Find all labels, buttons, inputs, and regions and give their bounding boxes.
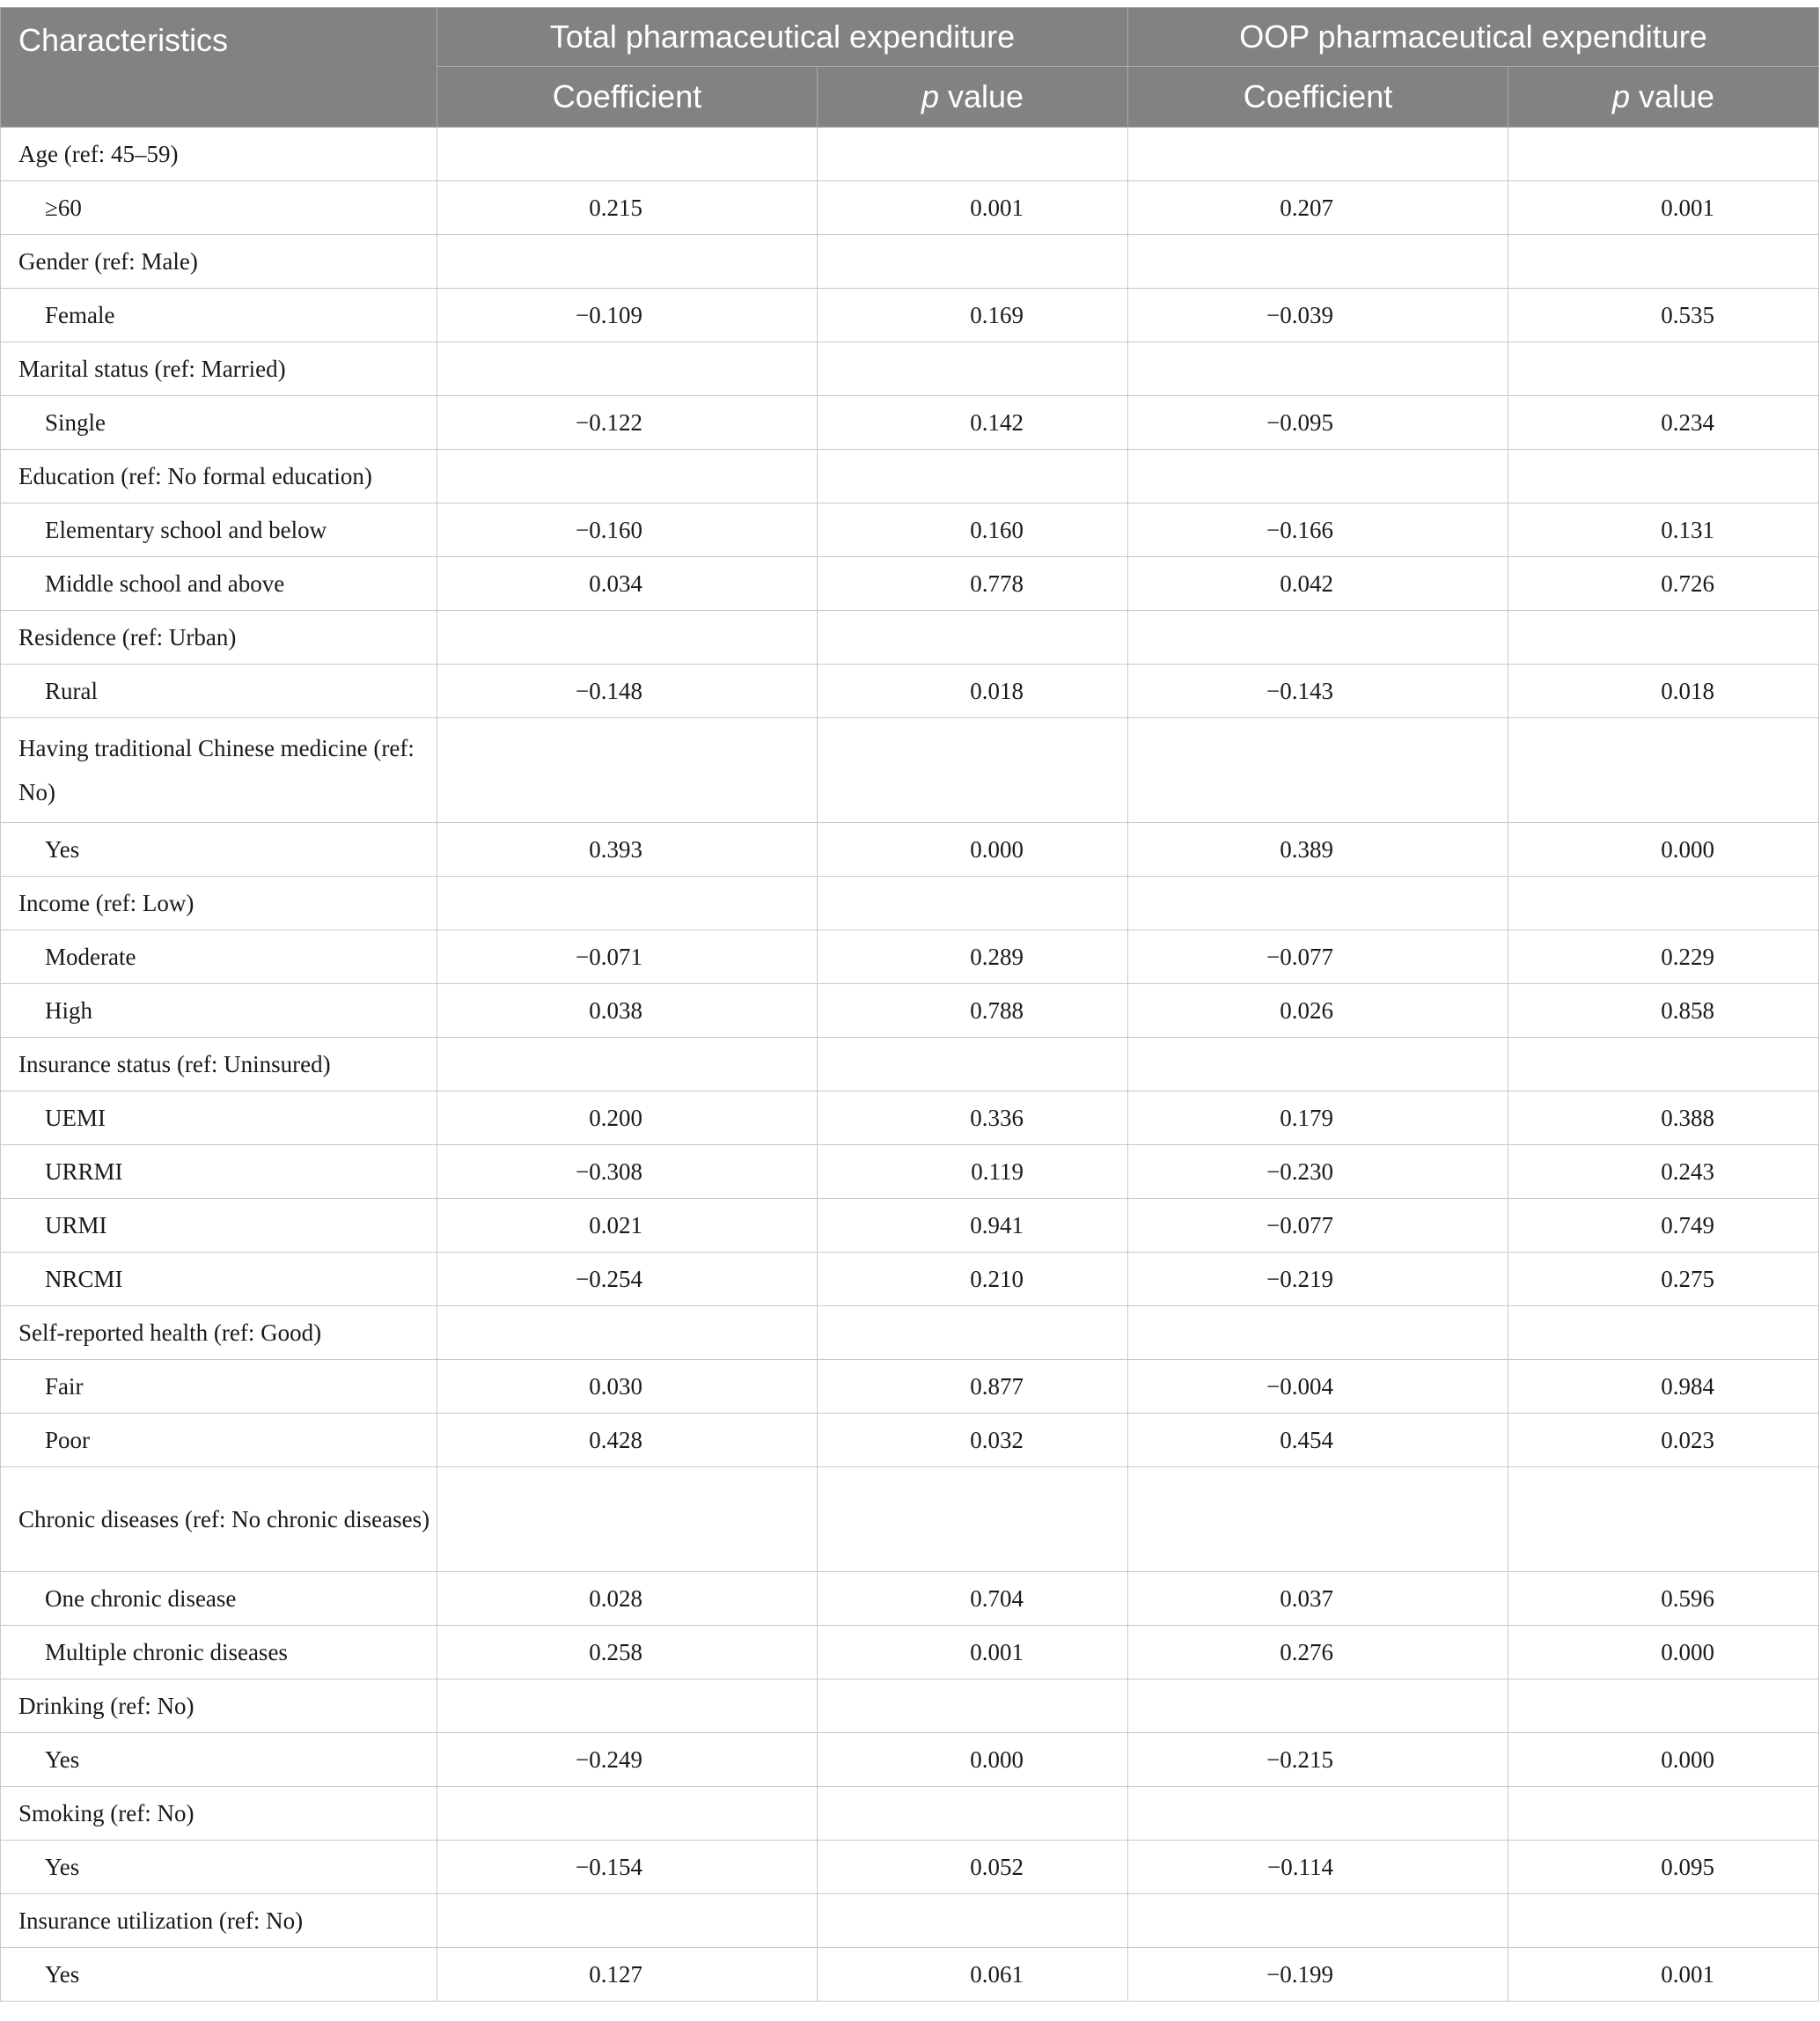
table-row [1, 181, 1819, 235]
table-row [1, 930, 1819, 984]
total-p-value-cell: 0.169 [818, 289, 1128, 342]
oop-coefficient-cell: −0.077 [1128, 1199, 1508, 1253]
row-sublabel: High [1, 984, 437, 1038]
total-p-value-cell [818, 611, 1128, 665]
total-p-value-cell [818, 718, 1128, 823]
oop-p-value-cell: 0.984 [1508, 1360, 1819, 1414]
row-sublabel: Elementary school and below [1, 503, 437, 557]
total-coefficient-cell [437, 1679, 818, 1733]
oop-coefficient-cell: −0.215 [1128, 1733, 1508, 1787]
table-group-row [1, 450, 1819, 503]
table-row [1, 665, 1819, 718]
header-oop-expenditure: OOP pharmaceutical expenditure [1128, 8, 1819, 67]
total-p-value-cell: 0.142 [818, 396, 1128, 450]
total-coefficient-cell: 0.258 [437, 1626, 818, 1679]
row-group-label: Gender (ref: Male) [1, 235, 437, 289]
total-coefficient-cell: 0.200 [437, 1091, 818, 1145]
oop-p-value-cell: 0.749 [1508, 1199, 1819, 1253]
table-group-row [1, 718, 1819, 823]
total-p-value-cell: 0.778 [818, 557, 1128, 611]
row-group-label: Education (ref: No formal education) [1, 450, 437, 503]
oop-coefficient-cell: −0.230 [1128, 1145, 1508, 1199]
total-coefficient-cell: −0.254 [437, 1253, 818, 1306]
total-coefficient-cell: −0.154 [437, 1841, 818, 1894]
total-coefficient-cell: 0.038 [437, 984, 818, 1038]
total-coefficient-cell [437, 718, 818, 823]
p-symbol: p [1611, 78, 1630, 114]
oop-p-value-cell: 0.229 [1508, 930, 1819, 984]
table-row [1, 1841, 1819, 1894]
total-p-value-cell: 0.160 [818, 503, 1128, 557]
oop-p-value-cell: 0.000 [1508, 1626, 1819, 1679]
total-coefficient-cell: −0.071 [437, 930, 818, 984]
total-coefficient-cell: 0.428 [437, 1414, 818, 1467]
oop-p-value-cell: 0.000 [1508, 823, 1819, 877]
oop-coefficient-cell [1128, 128, 1508, 181]
header-characteristics: Characteristics [1, 8, 437, 128]
total-coefficient-cell [437, 450, 818, 503]
oop-p-value-cell [1508, 718, 1819, 823]
total-p-value-cell [818, 1038, 1128, 1091]
row-sublabel: UEMI [1, 1091, 437, 1145]
table-row [1, 396, 1819, 450]
oop-coefficient-cell: −0.077 [1128, 930, 1508, 984]
oop-p-value-cell [1508, 450, 1819, 503]
oop-coefficient-cell: 0.207 [1128, 181, 1508, 235]
total-coefficient-cell [437, 1787, 818, 1841]
oop-p-value-cell [1508, 1679, 1819, 1733]
oop-p-value-cell [1508, 1467, 1819, 1572]
table-group-row [1, 235, 1819, 289]
oop-p-value-cell: 0.095 [1508, 1841, 1819, 1894]
oop-coefficient-cell: −0.114 [1128, 1841, 1508, 1894]
oop-p-value-cell [1508, 611, 1819, 665]
oop-p-value-cell [1508, 1894, 1819, 1948]
total-coefficient-cell: −0.160 [437, 503, 818, 557]
table-row [1, 1253, 1819, 1306]
total-coefficient-cell [437, 235, 818, 289]
total-coefficient-cell [437, 1467, 818, 1572]
p-symbol: p [921, 78, 939, 114]
row-sublabel: Multiple chronic diseases [1, 1626, 437, 1679]
oop-coefficient-cell: −0.219 [1128, 1253, 1508, 1306]
oop-coefficient-cell: 0.179 [1128, 1091, 1508, 1145]
oop-p-value-cell: 0.596 [1508, 1572, 1819, 1626]
total-coefficient-cell [437, 1306, 818, 1360]
row-group-label: Marital status (ref: Married) [1, 342, 437, 396]
table-row [1, 1572, 1819, 1626]
row-sublabel: Yes [1, 1948, 437, 2002]
total-coefficient-cell [437, 128, 818, 181]
table-row [1, 1626, 1819, 1679]
row-sublabel: Yes [1, 823, 437, 877]
table-group-row [1, 128, 1819, 181]
total-coefficient-cell [437, 877, 818, 930]
total-p-value-cell: 0.210 [818, 1253, 1128, 1306]
table-row [1, 823, 1819, 877]
oop-p-value-cell: 0.535 [1508, 289, 1819, 342]
oop-p-value-cell: 0.234 [1508, 396, 1819, 450]
oop-coefficient-cell: 0.037 [1128, 1572, 1508, 1626]
header-oop-p-value [1508, 67, 1819, 128]
oop-coefficient-cell [1128, 877, 1508, 930]
value-word: value [1629, 78, 1715, 114]
row-sublabel: Female [1, 289, 437, 342]
row-sublabel: Fair [1, 1360, 437, 1414]
row-sublabel: URMI [1, 1199, 437, 1253]
total-coefficient-cell [437, 1038, 818, 1091]
oop-p-value-cell [1508, 877, 1819, 930]
total-coefficient-cell: 0.030 [437, 1360, 818, 1414]
value-word: value [938, 78, 1024, 114]
row-sublabel: NRCMI [1, 1253, 437, 1306]
table-group-row [1, 611, 1819, 665]
row-group-label: Insurance status (ref: Uninsured) [1, 1038, 437, 1091]
total-p-value-cell [818, 1894, 1128, 1948]
oop-coefficient-cell [1128, 342, 1508, 396]
oop-p-value-cell: 0.243 [1508, 1145, 1819, 1199]
row-group-label: Drinking (ref: No) [1, 1679, 437, 1733]
table-group-row [1, 1787, 1819, 1841]
table-group-row [1, 1306, 1819, 1360]
total-p-value-cell [818, 1467, 1128, 1572]
total-p-value-cell: 0.001 [818, 181, 1128, 235]
row-sublabel: URRMI [1, 1145, 437, 1199]
oop-coefficient-cell [1128, 1306, 1508, 1360]
oop-p-value-cell [1508, 1787, 1819, 1841]
oop-p-value-cell: 0.275 [1508, 1253, 1819, 1306]
row-group-label: Smoking (ref: No) [1, 1787, 437, 1841]
total-p-value-cell: 0.788 [818, 984, 1128, 1038]
row-sublabel: ≥60 [1, 181, 437, 235]
total-coefficient-cell [437, 342, 818, 396]
oop-coefficient-cell [1128, 718, 1508, 823]
total-p-value-cell: 0.877 [818, 1360, 1128, 1414]
table-row [1, 1360, 1819, 1414]
table-group-row [1, 1894, 1819, 1948]
total-p-value-cell: 0.000 [818, 823, 1128, 877]
header-total-expenditure: Total pharmaceutical expenditure [437, 8, 1128, 67]
oop-coefficient-cell: 0.276 [1128, 1626, 1508, 1679]
table-row [1, 984, 1819, 1038]
oop-coefficient-cell: −0.039 [1128, 289, 1508, 342]
oop-coefficient-cell: 0.454 [1128, 1414, 1508, 1467]
total-coefficient-cell: −0.249 [437, 1733, 818, 1787]
total-coefficient-cell: −0.122 [437, 396, 818, 450]
table-row [1, 1948, 1819, 2002]
total-p-value-cell: 0.032 [818, 1414, 1128, 1467]
table-header [1, 8, 1819, 128]
oop-p-value-cell [1508, 128, 1819, 181]
total-coefficient-cell: 0.215 [437, 181, 818, 235]
total-coefficient-cell: 0.034 [437, 557, 818, 611]
oop-coefficient-cell: 0.042 [1128, 557, 1508, 611]
oop-coefficient-cell: 0.389 [1128, 823, 1508, 877]
total-coefficient-cell: −0.308 [437, 1145, 818, 1199]
row-sublabel: Yes [1, 1733, 437, 1787]
table-group-row [1, 1467, 1819, 1572]
table-group-row [1, 1038, 1819, 1091]
oop-p-value-cell: 0.001 [1508, 1948, 1819, 2002]
oop-p-value-cell [1508, 1038, 1819, 1091]
oop-coefficient-cell: −0.199 [1128, 1948, 1508, 2002]
total-coefficient-cell: 0.127 [437, 1948, 818, 2002]
oop-coefficient-cell [1128, 1894, 1508, 1948]
row-group-label: Self-reported health (ref: Good) [1, 1306, 437, 1360]
oop-coefficient-cell [1128, 1038, 1508, 1091]
row-group-label: Having traditional Chinese medicine (ref: No) [1, 718, 437, 823]
table-group-row [1, 877, 1819, 930]
total-coefficient-cell [437, 1894, 818, 1948]
table-row [1, 1733, 1819, 1787]
total-p-value-cell: 0.336 [818, 1091, 1128, 1145]
total-coefficient-cell: −0.148 [437, 665, 818, 718]
oop-coefficient-cell [1128, 235, 1508, 289]
oop-p-value-cell: 0.858 [1508, 984, 1819, 1038]
total-p-value-cell: 0.001 [818, 1626, 1128, 1679]
oop-p-value-cell: 0.131 [1508, 503, 1819, 557]
total-p-value-cell [818, 1787, 1128, 1841]
row-group-label: Income (ref: Low) [1, 877, 437, 930]
table-body [1, 128, 1819, 2002]
row-group-label: Insurance utilization (ref: No) [1, 1894, 437, 1948]
table-row [1, 503, 1819, 557]
total-p-value-cell [818, 450, 1128, 503]
row-group-label: Age (ref: 45–59) [1, 128, 437, 181]
total-p-value-cell: 0.289 [818, 930, 1128, 984]
oop-coefficient-cell: −0.166 [1128, 503, 1508, 557]
row-sublabel: Rural [1, 665, 437, 718]
oop-coefficient-cell: −0.143 [1128, 665, 1508, 718]
table-row [1, 1199, 1819, 1253]
table-row [1, 1091, 1819, 1145]
row-sublabel: Single [1, 396, 437, 450]
total-p-value-cell: 0.018 [818, 665, 1128, 718]
oop-p-value-cell [1508, 235, 1819, 289]
oop-coefficient-cell [1128, 450, 1508, 503]
row-sublabel: Yes [1, 1841, 437, 1894]
oop-coefficient-cell [1128, 1467, 1508, 1572]
row-group-label: Chronic diseases (ref: No chronic diseases) [1, 1467, 437, 1572]
oop-coefficient-cell [1128, 611, 1508, 665]
row-sublabel: Poor [1, 1414, 437, 1467]
oop-coefficient-cell: 0.026 [1128, 984, 1508, 1038]
total-p-value-cell: 0.704 [818, 1572, 1128, 1626]
oop-p-value-cell: 0.726 [1508, 557, 1819, 611]
total-coefficient-cell: 0.021 [437, 1199, 818, 1253]
oop-p-value-cell [1508, 342, 1819, 396]
total-p-value-cell [818, 1679, 1128, 1733]
total-coefficient-cell: 0.028 [437, 1572, 818, 1626]
total-p-value-cell [818, 128, 1128, 181]
total-p-value-cell: 0.000 [818, 1733, 1128, 1787]
total-coefficient-cell [437, 611, 818, 665]
table-row [1, 289, 1819, 342]
row-group-label: Residence (ref: Urban) [1, 611, 437, 665]
oop-p-value-cell: 0.388 [1508, 1091, 1819, 1145]
oop-coefficient-cell [1128, 1787, 1508, 1841]
table-row [1, 557, 1819, 611]
oop-p-value-cell: 0.023 [1508, 1414, 1819, 1467]
oop-coefficient-cell: −0.004 [1128, 1360, 1508, 1414]
total-p-value-cell [818, 1306, 1128, 1360]
total-p-value-cell: 0.052 [818, 1841, 1128, 1894]
total-p-value-cell: 0.941 [818, 1199, 1128, 1253]
table-group-row [1, 1679, 1819, 1733]
total-p-value-cell: 0.061 [818, 1948, 1128, 2002]
row-sublabel: One chronic disease [1, 1572, 437, 1626]
total-p-value-cell [818, 235, 1128, 289]
oop-p-value-cell: 0.018 [1508, 665, 1819, 718]
oop-p-value-cell: 0.000 [1508, 1733, 1819, 1787]
row-sublabel: Middle school and above [1, 557, 437, 611]
table-row [1, 1414, 1819, 1467]
total-coefficient-cell: 0.393 [437, 823, 818, 877]
total-p-value-cell: 0.119 [818, 1145, 1128, 1199]
total-p-value-cell [818, 877, 1128, 930]
header-oop-coefficient: Coefficient [1128, 67, 1508, 128]
row-sublabel: Moderate [1, 930, 437, 984]
oop-coefficient-cell: −0.095 [1128, 396, 1508, 450]
total-coefficient-cell: −0.109 [437, 289, 818, 342]
oop-p-value-cell [1508, 1306, 1819, 1360]
oop-coefficient-cell [1128, 1679, 1508, 1733]
total-p-value-cell [818, 342, 1128, 396]
header-total-p-value [818, 67, 1128, 128]
oop-p-value-cell: 0.001 [1508, 181, 1819, 235]
table-row [1, 1145, 1819, 1199]
table-group-row [1, 342, 1819, 396]
regression-table [0, 7, 1819, 2002]
header-total-coefficient: Coefficient [437, 67, 818, 128]
